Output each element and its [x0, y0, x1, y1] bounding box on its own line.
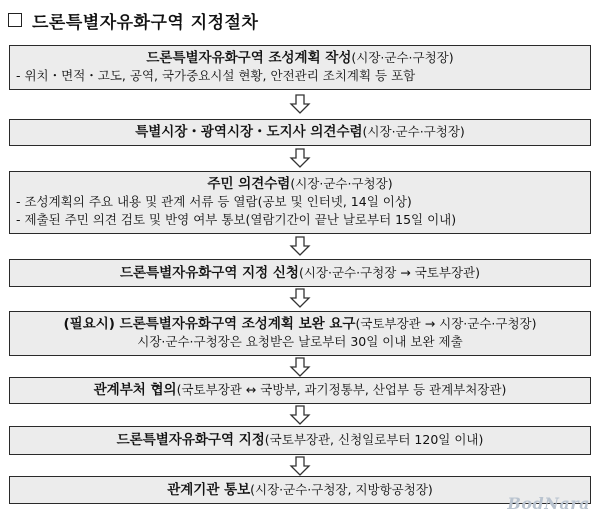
step-detail: (국토부장관 ↔ 국방부, 과기정통부, 산업부 등 관계부처장관)	[176, 382, 507, 397]
step-detail: (시장·군수·구청장 → 국토부장관)	[298, 265, 480, 280]
step-line: - 제출된 주민 의견 검토 및 반영 여부 통보(열람기간이 끝난 날로부터 15일 이내)	[16, 212, 457, 227]
step-heading: 드론특별자유화구역 지정 신청	[120, 265, 299, 281]
step-box-1	[9, 45, 591, 90]
hollow-down-arrow-icon	[289, 148, 311, 168]
checkbox-square-icon	[8, 13, 22, 27]
step-heading-row	[10, 481, 590, 499]
hollow-down-arrow-icon	[289, 405, 311, 425]
step-detail: (시장·군수·구청장)	[351, 50, 454, 65]
page-title	[8, 8, 258, 32]
hollow-down-arrow-icon	[289, 357, 311, 377]
step-box-3	[9, 171, 591, 234]
step-heading-row	[10, 431, 590, 449]
step-heading: 특별시장・광역시장・도지사 의견수렴	[135, 124, 363, 140]
step-heading: 주민 의견수렴	[207, 176, 291, 192]
step-box-2	[9, 119, 591, 146]
step-box-5	[9, 311, 591, 356]
step-detail: (국토부장관, 신청일로부터 120일 이내)	[264, 432, 484, 447]
step-line: - 조성계획의 주요 내용 및 관계 서류 등 열람(공보 및 인터넷, 14일 이상)	[16, 194, 412, 209]
step-detail: (시장·군수·구청장)	[290, 176, 393, 191]
step-heading: 드론특별자유화구역 조성계획 작성	[146, 50, 352, 66]
step-heading: 관계부처 협의	[93, 382, 177, 398]
step-heading-row	[10, 175, 590, 193]
step-box-8	[9, 476, 591, 504]
step-heading: 드론특별자유화구역 지정	[116, 432, 265, 448]
step-box-4	[9, 259, 591, 287]
step-detail: (시장·군수·구청장, 지방항공청장)	[250, 482, 433, 497]
watermark-logo: BodNara	[507, 494, 590, 513]
step-line: - 위치・면적・고도, 공역, 국가중요시설 현황, 안전관리 조치계획 등 포함	[16, 68, 416, 83]
hollow-down-arrow-icon	[289, 236, 311, 256]
step-heading-row	[10, 315, 590, 333]
hollow-down-arrow-icon	[289, 456, 311, 476]
step-box-6	[9, 377, 591, 404]
hollow-down-arrow-icon	[289, 94, 311, 114]
step-detail: (국토부장관 → 시장·군수·구청장)	[355, 316, 537, 331]
step-heading-row	[10, 123, 590, 141]
step-line: 시장·군수·구청장은 요청받은 날로부터 30일 이내 보완 제출	[137, 334, 463, 349]
hollow-down-arrow-icon	[289, 288, 311, 308]
step-heading-row	[10, 381, 590, 399]
step-heading-row	[10, 264, 590, 282]
step-detail: (시장·군수·구청장)	[362, 124, 465, 139]
step-heading: 관계기관 통보	[167, 482, 251, 498]
step-heading: (필요시) 드론특별자유화구역 조성계획 보완 요구	[63, 316, 356, 332]
step-heading-row	[10, 49, 590, 67]
page-title-text: 드론특별자유화구역 지정절차	[32, 12, 259, 33]
step-box-7	[9, 426, 591, 455]
